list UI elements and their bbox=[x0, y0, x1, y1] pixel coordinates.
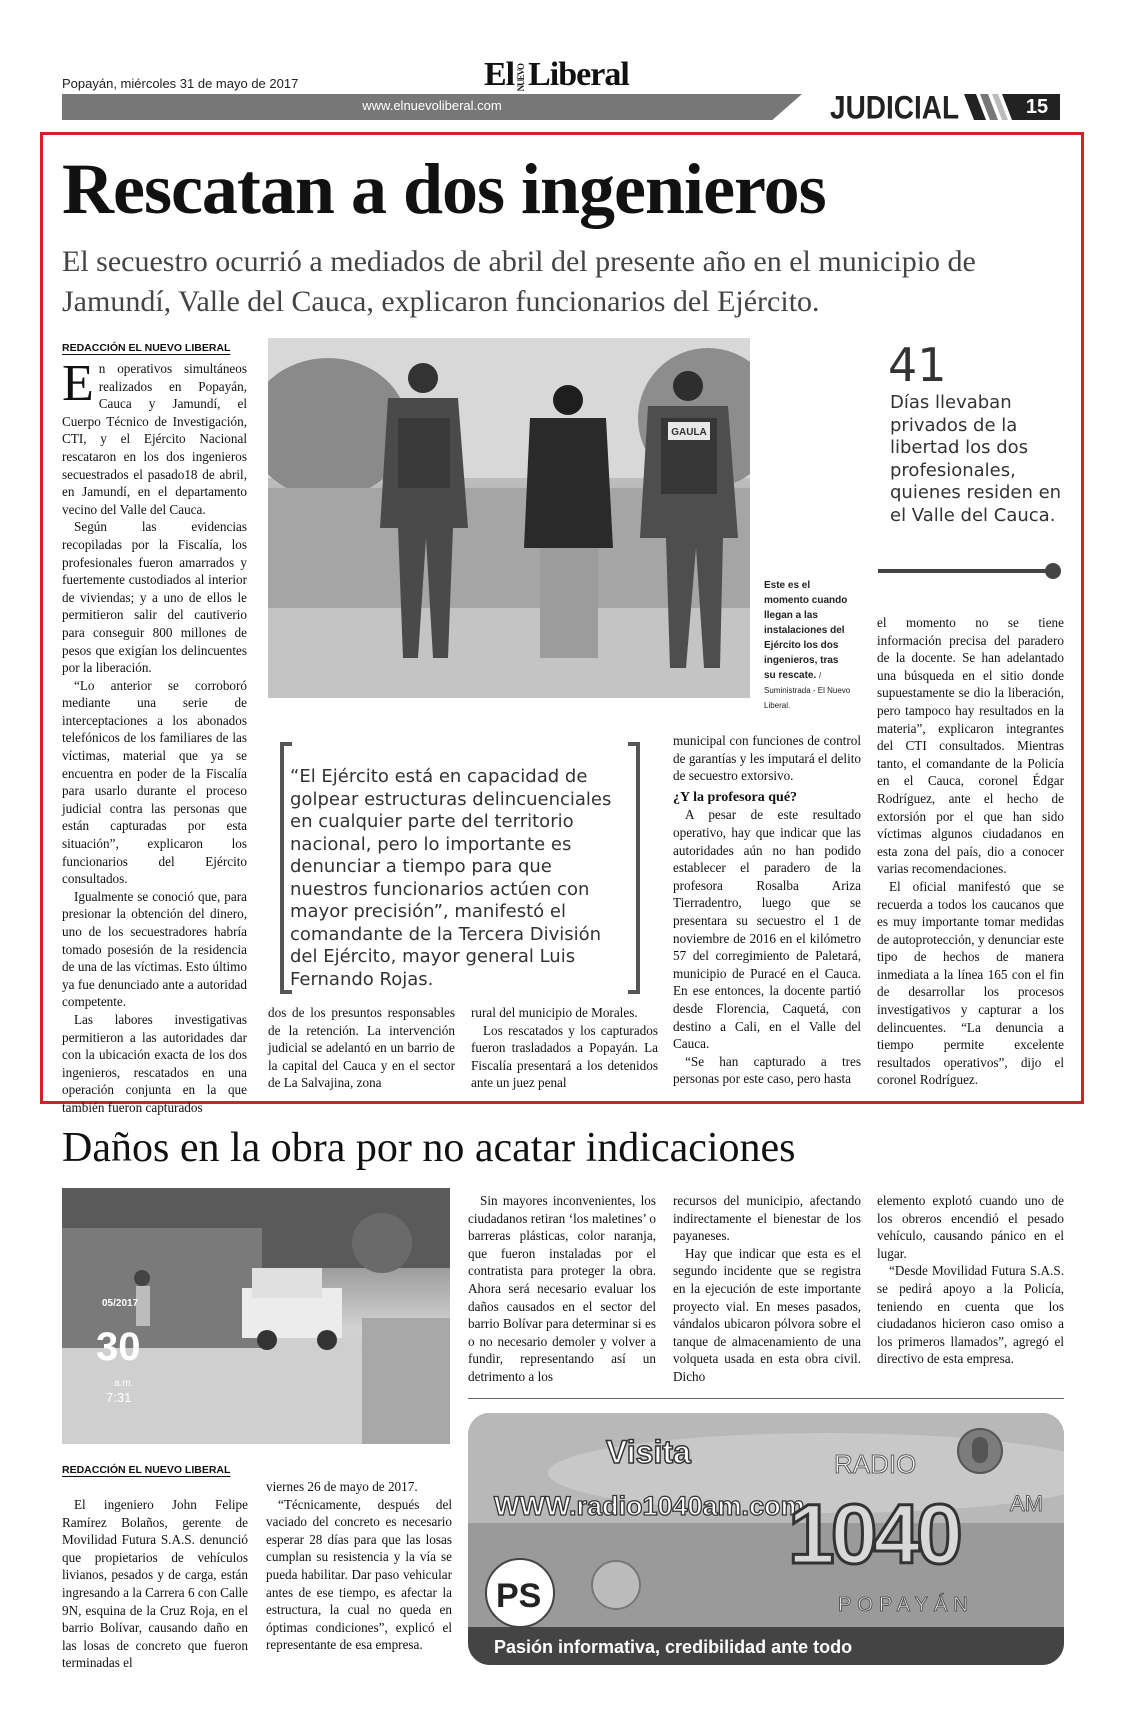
ad-slogan: Pasión informativa, credibilidad ante todo bbox=[494, 1637, 853, 1657]
section-label: JUDICIAL bbox=[830, 89, 960, 126]
caption-text: Este es el momento cuando llegan a las instalaciones del Ejército los dos ingenieros, tras su rescate. bbox=[764, 580, 848, 681]
paragraph: Hay que indicar que esta es el segundo incidente que se registra en la ejecución de este importante proyecto vial. En meses pasados, vándalos ubicaron pólvora sobre el tanque de almacenamiento de una volqueta usada en esta obra civil. Dicho bbox=[673, 1245, 861, 1384]
logo-el: El bbox=[484, 56, 515, 93]
article-byline: REDACCIÓN EL NUEVO LIBERAL bbox=[62, 342, 231, 354]
newspaper-logo[interactable] bbox=[484, 56, 629, 94]
paragraph: Igualmente se conoció que, para presionar la obtención del dinero, uno de los secuestradores habría tomado posesión de la residencia de una de las víctimas. Esto último ya fue denunciado ante a autoridad competente. bbox=[62, 888, 247, 1010]
ad-visit-text: Visita bbox=[606, 1434, 691, 1470]
second-article-column-5 bbox=[877, 1192, 1064, 1368]
second-article-column-2 bbox=[266, 1478, 452, 1654]
radio-advertisement[interactable] bbox=[468, 1413, 1064, 1665]
photo-caption bbox=[764, 578, 852, 713]
paragraph: n operativos simultáneos realizados en Popayán, Cauca y Jamundí, el Cuerpo Técnico de Investigación, CTI, y el Ejército Nacional rescataron en los dos ingenieros secuestrados el pasado18 de abril, en Jamundí, en el departamento vecino del Valle del Cauca. bbox=[62, 361, 247, 517]
ad-am-label: AM bbox=[1010, 1491, 1043, 1516]
paragraph: El oficial manifestó que se recuerda a todos los caucanos que es muy importante tomar medidas de autoprotección, y denunciar este tipo de hechos de manera inmediata a la línea 165 con el fin de desarrollar los procesos investigativos y capturar a los delincuentes. “La denuncia a tiempo permite excelente resultados operativos”, dijo el coronel Rodríguez. bbox=[877, 878, 1064, 1088]
paragraph: elemento explotó cuando uno de los obreros encendió el pesado vehículo, causando pánico en el lugar. bbox=[877, 1193, 1064, 1261]
ad-graphic bbox=[468, 1413, 1064, 1665]
ad-emblem-icon bbox=[592, 1561, 640, 1609]
paragraph: “Técnicamente, después del vaciado del concreto es necesario esperar 28 días para que las losas cumplan su resistencia y la vía se pueda habilitar. Dar paso vehicular antes de ese tiempo, es afectar la estructura, la cual no queda en óptimas condiciones”, explicó el representante de esa empresa. bbox=[266, 1496, 452, 1653]
photo-date-stamp: 05/2017 bbox=[102, 1298, 139, 1309]
second-article-column-4 bbox=[673, 1192, 861, 1386]
paragraph: “Desde Movilidad Futura S.A.S. se pedirá apoyo a la Policía, teniendo en cuenta que los ciudadanos hicieron caso omiso a los primeros llamados”, agregó el directivo de esta empresa. bbox=[877, 1263, 1064, 1367]
photo-day-stamp: 30 bbox=[96, 1325, 141, 1369]
caption-credit: / Suministrada - El Nuevo Liberal. bbox=[764, 671, 851, 710]
article-headline: Rescatan a dos ingenieros bbox=[62, 149, 826, 229]
page-number: 15 bbox=[1014, 94, 1060, 120]
gaula-patch-text: GAULA bbox=[671, 427, 707, 438]
paragraph: A pesar de este resultado operativo, hay que indicar que las autoridades aún no han podido establecer el paradero de la profesora Rosalba Ariza Tierradentro, luego que se presentara su secuestro el 1 de noviembre de 2016 en el kilómetro 57 del corregimiento de Paletará, municipio de Puracé en el Cauca. En ese entonces, la docente partió desde Florencia, Caquetá, con destino a Cali, en el Valle del Cauca. bbox=[673, 807, 861, 1052]
street-works-photo[interactable] bbox=[62, 1188, 450, 1444]
ad-divider bbox=[468, 1398, 1064, 1399]
paragraph: El ingeniero John Felipe Ramírez Bolaños, gerente de Movilidad Futura S.A.S. denunció que propietarios de vehículos livianos, pesados y de carga, están ingresando a la Carrera 6 con Calle 9N, esquina de la Cruz Roja, en el barrio Bolívar, causando daño en las losas de concreto que fueron terminadas el bbox=[62, 1497, 249, 1671]
paragraph: recursos del municipio, afectando indirectamente el bienestar de los payaneses. bbox=[673, 1193, 861, 1244]
section-stripes-icon bbox=[964, 94, 1014, 120]
website-url[interactable]: www.elnuevoliberal.com bbox=[362, 98, 502, 113]
photo-illustration bbox=[62, 1188, 450, 1444]
second-article-byline: REDACCIÓN EL NUEVO LIBERAL bbox=[62, 1464, 231, 1476]
logo-liberal: Liberal bbox=[528, 56, 629, 93]
logo-nuevo: NUEVO bbox=[516, 63, 527, 91]
ad-frequency: 1040 bbox=[788, 1487, 959, 1581]
ad-city: POPAYÁN bbox=[838, 1594, 974, 1616]
second-article-column-3 bbox=[468, 1192, 656, 1386]
soldiers-rescue-photo[interactable] bbox=[268, 338, 750, 698]
subhead: ¿Y la profesora qué? bbox=[673, 789, 798, 805]
article-column-4 bbox=[673, 732, 861, 1088]
paragraph: municipal con funciones de control de garantías y les imputará el delito de secuestro extorsivo. bbox=[673, 733, 861, 784]
paragraph: Sin mayores inconvenientes, los ciudadanos retiran ‘los maletines’ o barreras plásticas, color naranja, que fueron instaladas por el contratista para proteger la obra. Ahora será necesario evaluar los daños causados en el sector del barrio Bolívar para determinar si es o no necesario demoler y volver a fundir, representando así un detrimento a los bbox=[468, 1193, 656, 1384]
stat-divider bbox=[878, 569, 1054, 573]
ad-url-text: WWW.radio1040am.com bbox=[494, 1491, 805, 1521]
paragraph: “Se han capturado a tres personas por este caso, pero hasta bbox=[673, 1053, 861, 1087]
paragraph: el momento no se tiene información precisa del paradero de la docente. Se han adelantado una búsqueda en el sitio donde supuestamente se dio la liberación, pero tampoco hay resultados en la materia”, explicaron integrantes del CTI consultados. Mientras tanto, el comandante de la Policía en el Cauca, coronel Édgar Rodríguez, ante el hecho de extorsión por el que han sido víctimas algunos ciudadanos en esta zona del país, dio a conocer varias recomendaciones. bbox=[877, 615, 1064, 877]
paragraph: dos de los presuntos responsables de la retención. La intervención judicial se adelantó en un barrio de la capital del Cauca y en el sector de La Salvajina, zona bbox=[268, 1005, 455, 1091]
article-column-3 bbox=[471, 1004, 658, 1092]
article-column-5 bbox=[877, 614, 1064, 1089]
paragraph: Según las evidencias recopiladas por la Fiscalía, los profesionales fueron amarrados y fuertemente custodiados al interior de viviendas; y a uno de ellos le permitieron salir del cautiverio para conseguir 800 millones de pesos que exigían los delincuentes por la liberación. bbox=[62, 519, 247, 676]
ad-radio-label: RADIO bbox=[834, 1449, 917, 1479]
paragraph: Los rescatados y los capturados fueron trasladados a Popayán. La Fiscalía presentará a los detenidos ante un juez penal bbox=[471, 1022, 658, 1091]
stat-description: Días llevaban privados de la libertad los dos profesionales, quienes residen en el Valle del Cauca. bbox=[890, 392, 1062, 526]
ps-logo-text: PS bbox=[496, 1577, 542, 1615]
paragraph: “Lo anterior se corroboró mediante una serie de interceptaciones a los abonados telefónicos de los familiares de las víctimas, material que ya se encuentra en poder de la Fiscalía para usarlo durante el proceso judicial contra las personas que están capturadas por esta situación”, explicaron los funcionarios del Ejército consultados. bbox=[62, 677, 247, 887]
photo-illustration bbox=[268, 338, 750, 698]
edition-date: Popayán, miércoles 31 de mayo de 2017 bbox=[62, 76, 299, 91]
paragraph: Las labores investigativas permitieron a las autoridades dar con la ubicación exacta de los dos ingenieros, rescatados en una operación conjunta en la que también fueron capturados bbox=[62, 1011, 247, 1115]
paragraph: viernes 26 de mayo de 2017. bbox=[266, 1479, 418, 1494]
article-column-2 bbox=[268, 1004, 455, 1092]
second-article-column-1 bbox=[62, 1496, 248, 1672]
photo-time-stamp: 7:31 bbox=[106, 1390, 132, 1405]
article-column-1 bbox=[62, 355, 247, 1117]
stat-number: 41 bbox=[888, 338, 947, 392]
pull-quote: “El Ejército está en capacidad de golpear estructuras delincuenciales en cualquier parte del territorio nacional, pero lo importante es denunciar a tiempo para que nuestros funcionarios actúen con mayor precisión”, manifestó el comandante de la Tercera División del Ejército, mayor general Luis Fernando Rojas. bbox=[290, 766, 612, 990]
photo-ampm-stamp: a.m. bbox=[114, 1378, 134, 1389]
second-article-headline: Daños en la obra por no acatar indicaciones bbox=[62, 1125, 796, 1171]
drop-cap: E bbox=[62, 355, 94, 412]
article-subtitle: El secuestro ocurrió a mediados de abril del presente año en el municipio de Jamundí, Valle del Cauca, explicaron funcionarios del Ejército. bbox=[62, 245, 976, 318]
stat-bullet-icon bbox=[1045, 563, 1061, 579]
paragraph: rural del municipio de Morales. bbox=[471, 1005, 638, 1020]
